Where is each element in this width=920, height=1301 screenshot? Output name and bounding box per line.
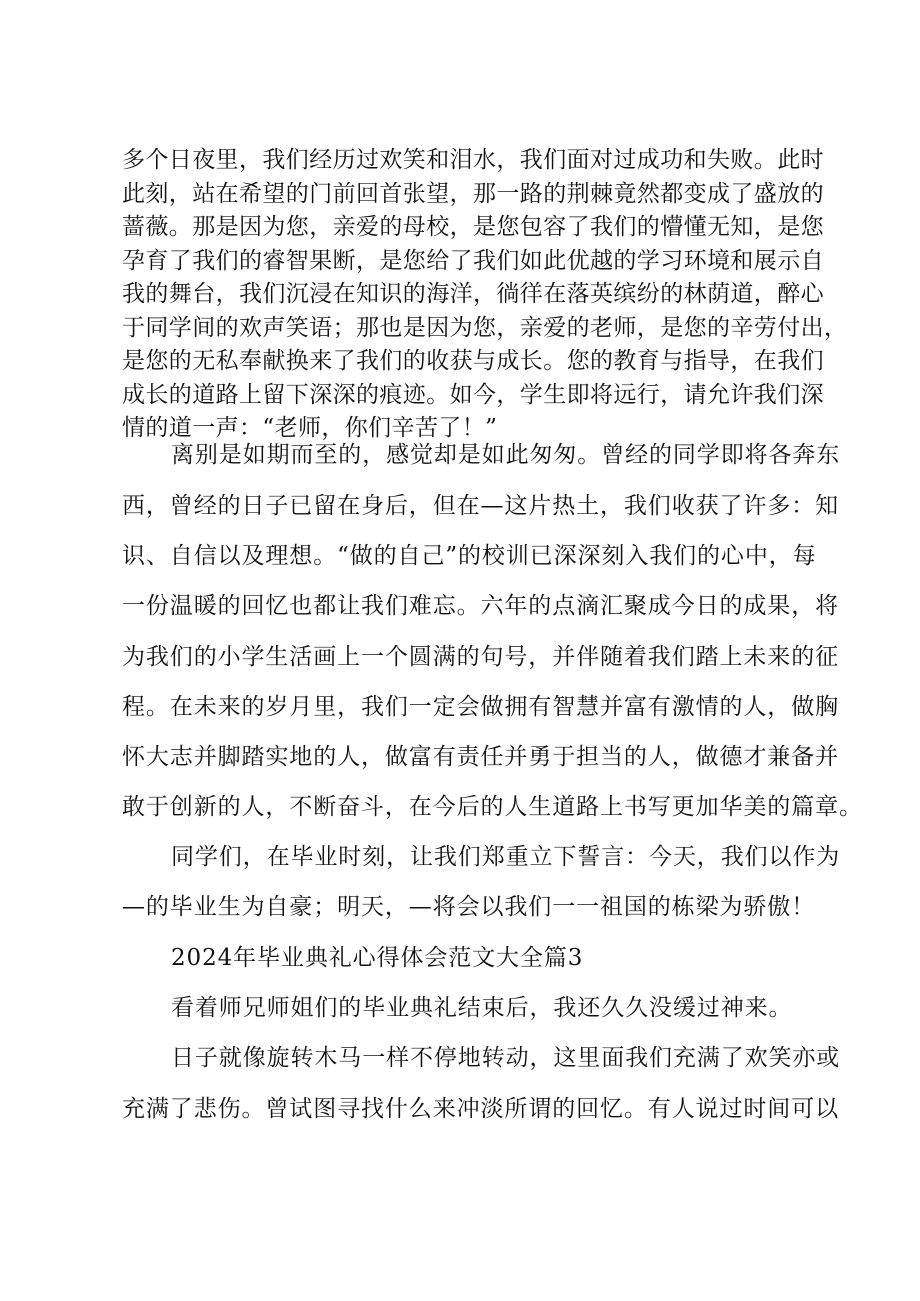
- text-line: 为我们的小学生活画上一个圆满的句号，并伴随着我们踏上未来的征: [122, 644, 839, 670]
- text-line: 识、自信以及理想。“做的自己”的校训已深深刻入我们的心中，每: [122, 543, 817, 569]
- text-line: 蔷薇。那是因为您，亲爱的母校，是您包容了我们的懵懂无知，是您: [122, 214, 824, 240]
- text-line: —的毕业生为自豪；明天，—将会以我们一一祖国的栋梁为骄傲！: [122, 894, 816, 920]
- text-line: 我的舞台，我们沉浸在知识的海洋，徜徉在落英缤纷的林荫道，醉心: [122, 281, 824, 307]
- text-line: 孕育了我们的睿智果断，是您给了我们如此优越的学习环境和展示自: [122, 248, 824, 274]
- text-line: 情的道一声：“老师，你们辛苦了！”: [122, 415, 498, 441]
- text-line: 西，曾经的日子已留在身后，但在—这片热土，我们收获了许多：知: [122, 493, 839, 519]
- paragraph-first-line: 离别是如期而至的，感觉却是如此匆匆。曾经的同学即将各奔东: [171, 442, 841, 468]
- paragraph-first-line: 看着师兄师姐们的毕业典礼结束后，我还久久没缓过神来。: [171, 995, 793, 1021]
- paragraph-first-line: 日子就像旋转木马一样不停地转动，这里面我们充满了欢笑亦或: [171, 1045, 841, 1071]
- text-line: 充满了悲伤。曾试图寻找什么来冲淡所谓的回忆。有人说过时间可以: [122, 1096, 839, 1122]
- text-line: 多个日夜里，我们经历过欢笑和泪水，我们面对过成功和失败。此时: [122, 147, 824, 173]
- text-line: 敢于创新的人，不断奋斗，在今后的人生道路上书写更加华美的篇章。: [122, 794, 863, 820]
- text-line: 成长的道路上留下深深的痕迹。如今，学生即将远行，请允许我们深: [122, 382, 824, 408]
- text-line: 怀大志并脚踏实地的人，做富有责任并勇于担当的人，做德才兼备并: [122, 744, 839, 770]
- paragraph-first-line: 同学们，在毕业时刻，让我们郑重立下誓言：今天，我们以作为: [171, 844, 841, 870]
- text-line: 程。在未来的岁月里，我们一定会做拥有智慧并富有激情的人，做胸: [122, 694, 839, 720]
- text-line: 于同学间的欢声笑语；那也是因为您，亲爱的老师，是您的辛劳付出，: [122, 315, 848, 341]
- text-line: 此刻，站在希望的门前回首张望，那一路的荆棘竟然都变成了盛放的: [122, 181, 824, 207]
- text-line: 是您的无私奉献换来了我们的收获与成长。您的教育与指导，在我们: [122, 348, 824, 374]
- section-heading: 2024年毕业典礼心得体会范文大全篇3: [171, 945, 584, 971]
- text-line: 一份温暖的回忆也都让我们难忘。六年的点滴汇聚成今日的成果，将: [122, 593, 839, 619]
